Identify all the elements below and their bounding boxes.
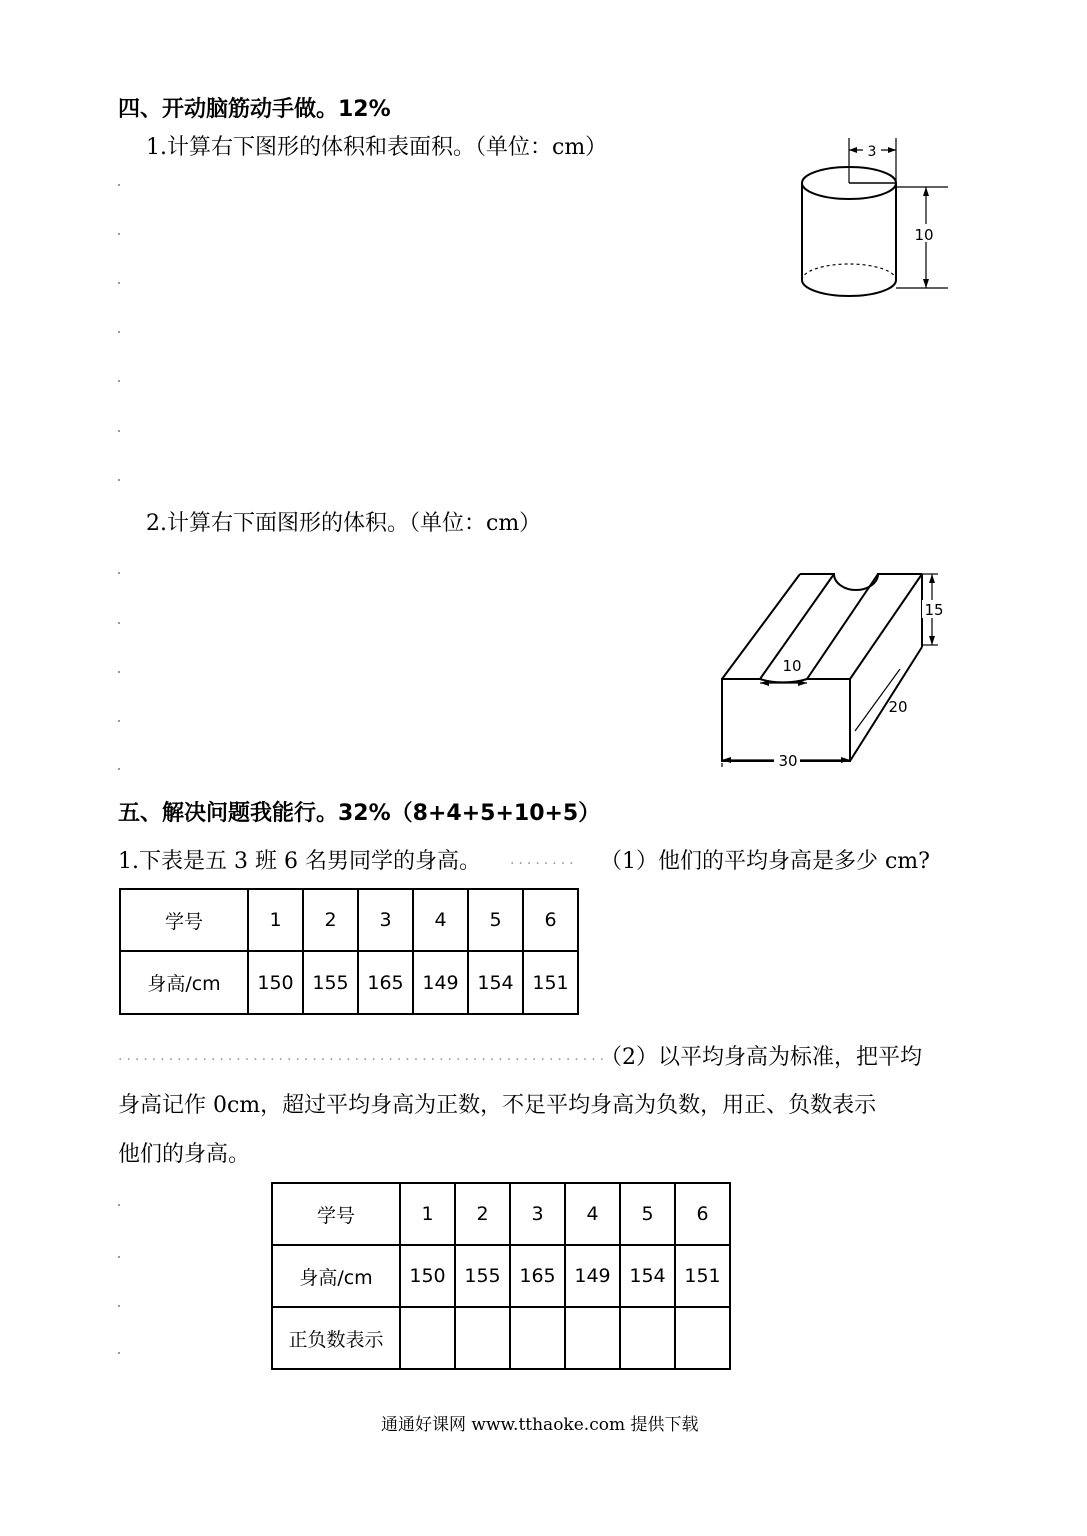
table-row-header: 身高/cm [272,1245,400,1307]
table-row-header: 学号 [272,1183,400,1245]
margin-dot [118,479,120,481]
table-cell: 150 [400,1245,455,1307]
groove-width-label: 10 [782,657,802,675]
table-cell: 154 [620,1245,675,1307]
table-cell: 165 [510,1245,565,1307]
height-table [119,888,579,1015]
table-cell: 150 [248,951,303,1014]
section-4-title: 四、开动脑筋动手做。12% [118,97,391,122]
dotted-leader: ........ [510,852,578,868]
table-row-header: 学号 [120,889,248,951]
table-row-header: 身高/cm [120,951,248,1014]
answer-cell[interactable] [400,1307,455,1369]
margin-dot [118,572,120,574]
table-cell: 151 [523,951,578,1014]
relative-height-table [271,1182,731,1370]
cylinder-figure [780,130,970,315]
section-5-title: 五、解决问题我能行。32%（8+4+5+10+5） [118,801,601,826]
question-1-part-2-line-2: 身高记作 0cm，超过平均身高为正数，不足平均身高为负数，用正、负数表示 [118,1093,877,1118]
answer-cell[interactable] [455,1307,510,1369]
answer-cell[interactable] [675,1307,730,1369]
table-cell: 5 [468,889,523,951]
answer-cell[interactable] [510,1307,565,1369]
margin-dot [118,768,120,770]
table-row-header: 正负数表示 [272,1307,400,1369]
margin-dot [118,184,120,186]
table-cell: 1 [248,889,303,951]
answer-cell[interactable] [620,1307,675,1369]
table-cell: 149 [565,1245,620,1307]
table-cell: 1 [400,1183,455,1245]
question-2-text: 2.计算右下面图形的体积。（单位：cm） [146,511,542,536]
table-cell: 151 [675,1245,730,1307]
block-height-label: 15 [924,601,944,619]
table-cell: 6 [523,889,578,951]
margin-dot [118,671,120,673]
table-cell: 165 [358,951,413,1014]
height-label: 10 [914,226,934,244]
margin-dot [118,720,120,722]
margin-dot [118,1305,120,1307]
table-cell: 2 [455,1183,510,1245]
table-cell: 149 [413,951,468,1014]
table-cell: 3 [510,1183,565,1245]
table-cell: 155 [303,951,358,1014]
margin-dot [118,233,120,235]
table-cell: 4 [413,889,468,951]
table-cell: 4 [565,1183,620,1245]
margin-dot [118,430,120,432]
block-width-label: 30 [778,752,798,770]
question-1-part-1: （1）他们的平均身高是多少 cm? [600,849,930,874]
grooved-block-figure [712,565,962,775]
table-cell: 3 [358,889,413,951]
question-1-part-2-line-1: （2）以平均身高为标准，把平均 [600,1045,922,1070]
answer-cell[interactable] [565,1307,620,1369]
margin-dot [118,331,120,333]
margin-dot [118,1256,120,1258]
table-cell: 5 [620,1183,675,1245]
margin-dot [118,282,120,284]
footer-credit: 通通好课网 www.tthaoke.com 提供下载 [381,1415,699,1435]
margin-dot [118,380,120,382]
margin-dot [118,1352,120,1354]
table-cell: 2 [303,889,358,951]
question-1-text: 1.计算右下图形的体积和表面积。（单位：cm） [146,135,608,160]
dotted-leader: .......................................................... [118,1048,609,1064]
table-cell: 154 [468,951,523,1014]
question-1-part-2-line-3: 他们的身高。 [118,1142,251,1167]
section-5-question-1-intro: 1.下表是五 3 班 6 名男同学的身高。 [118,849,481,874]
table-cell: 155 [455,1245,510,1307]
margin-dot [118,1204,120,1206]
block-depth-label: 20 [888,698,908,716]
radius-label: 3 [867,144,877,160]
margin-dot [118,622,120,624]
table-cell: 6 [675,1183,730,1245]
